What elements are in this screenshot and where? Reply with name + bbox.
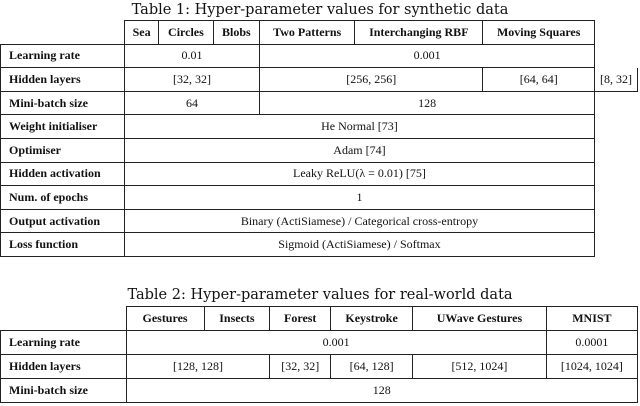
synthetic-hyperparameter-table bbox=[0, 20, 638, 257]
table-cell: Leaky ReLU(λ = 0.01) [75] bbox=[124, 162, 594, 186]
table-cell: Adam [74] bbox=[124, 138, 594, 162]
table-cell: [512, 1024] bbox=[413, 355, 547, 379]
table2-corner bbox=[1, 307, 127, 331]
table-cell: [64, 64] bbox=[483, 68, 595, 92]
table-cell: 0.01 bbox=[124, 44, 259, 68]
row-label: Optimiser bbox=[1, 138, 125, 162]
column-header: Blobs bbox=[213, 21, 260, 45]
row-label: Loss function bbox=[1, 233, 125, 257]
column-header: Two Patterns bbox=[260, 21, 355, 45]
column-header: Keystroke bbox=[331, 307, 413, 331]
row-label: Hidden layers bbox=[1, 68, 125, 92]
row-label: Num. of epochs bbox=[1, 186, 125, 210]
column-header: MNIST bbox=[546, 307, 637, 331]
column-header: UWave Gestures bbox=[413, 307, 547, 331]
row-label: Mini-batch size bbox=[1, 379, 127, 403]
column-header: Gestures bbox=[126, 307, 204, 331]
table-cell: [256, 256] bbox=[260, 68, 483, 92]
column-header: Insects bbox=[204, 307, 270, 331]
table1-corner bbox=[1, 21, 125, 45]
row-label: Learning rate bbox=[1, 331, 127, 355]
table-cell: [32, 32] bbox=[124, 68, 259, 92]
table-cell: 64 bbox=[124, 91, 259, 115]
table-cell: 1 bbox=[124, 186, 594, 210]
column-header: Sea bbox=[124, 21, 158, 45]
table-cell: Sigmoid (ActiSiamese) / Softmax bbox=[124, 233, 594, 257]
table-cell: [32, 32] bbox=[270, 355, 331, 379]
table-cell: 0.001 bbox=[260, 44, 595, 68]
table-cell: 128 bbox=[126, 379, 637, 403]
row-label: Mini-batch size bbox=[1, 91, 125, 115]
row-label: Hidden layers bbox=[1, 355, 127, 379]
table-cell: Binary (ActiSiamese) / Categorical cross-entropy bbox=[124, 209, 594, 233]
column-header: Moving Squares bbox=[483, 21, 595, 45]
row-label: Hidden activation bbox=[1, 162, 125, 186]
table-cell: 128 bbox=[260, 91, 595, 115]
column-header: Circles bbox=[159, 21, 213, 45]
column-header: Interchanging RBF bbox=[355, 21, 483, 45]
table-cell: 0.001 bbox=[126, 331, 546, 355]
table-cell: [64, 128] bbox=[331, 355, 413, 379]
table-cell: 0.0001 bbox=[546, 331, 637, 355]
table2-caption: Table 2: Hyper-parameter values for real-world data bbox=[127, 287, 513, 303]
row-label: Output activation bbox=[1, 209, 125, 233]
column-header: Forest bbox=[270, 307, 331, 331]
table-cell: [128, 128] bbox=[126, 355, 270, 379]
table-cell: [1024, 1024] bbox=[546, 355, 637, 379]
table-cell: He Normal [73] bbox=[124, 115, 594, 139]
row-label: Learning rate bbox=[1, 44, 125, 68]
table1-caption: Table 1: Hyper-parameter values for synthetic data bbox=[131, 2, 509, 18]
table-cell: [8, 32] bbox=[595, 68, 638, 92]
row-label: Weight initialiser bbox=[1, 115, 125, 139]
real-world-hyperparameter-table bbox=[0, 306, 638, 403]
